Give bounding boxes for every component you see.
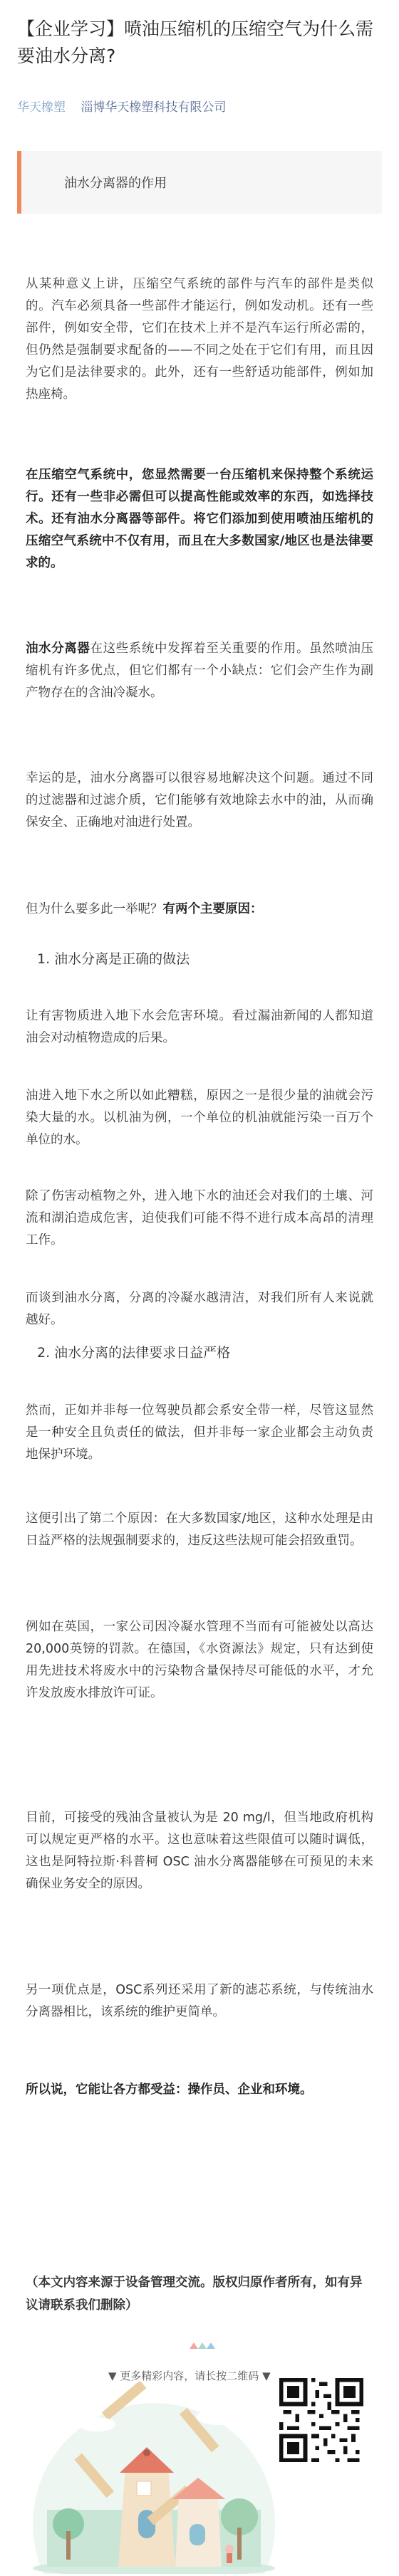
paragraph: 目前，可接受的残油含量被认为是 20 mg/l，但当地政府机构可以规定更严格的水平。这也意味着这些限值可以随时调低，这也是阿特拉斯·科普柯 OSC 油水分离器能够在可预见的未来确保业务安全的原因。 (26, 1811, 373, 1891)
article-title: 【企业学习】喷油压缩机的压缩空气为什么需要油水分离? (17, 19, 374, 66)
author-name[interactable]: 华天橡塑 (17, 100, 66, 115)
term-oil-separator: 油水分离器 (26, 642, 90, 656)
paragraph-text: 在这些系统中发挥着至关重要的作用。虽然喷油压缩机有许多优点，但它们都有一个小缺点：它们会产生作为副产物存在的含油冷凝水。 (26, 642, 374, 700)
paragraph: 让有害物质进入地下水会危害环境。看过漏油新闻的人都知道油会对动植物造成的后果。 (26, 1009, 373, 1045)
paragraph: 然而，正如并非每一位驾驶员都会系安全带一样，尽管这显然是一种安全且负责任的做法，但并非每一家企业都会主动负责地保护环境。 (26, 1403, 373, 1462)
paragraph: 除了伤害动植物之外，进入地下水的油还会对我们的土壤、河流和湖泊造成危害，迫使我们可能不得不进行成本高昂的清理工作。 (26, 1189, 373, 1247)
paragraph: 这便引出了第二个原因：在大多数国家/地区，这种水处理是由日益严格的法规强制要求的，违反这些法规可能会招致重罚。 (26, 1512, 373, 1548)
paragraph (26, 638, 373, 704)
paragraph: 幸运的是，油水分离器可以很容易地解决这个问题。通过不同的过滤器和过滤介质，它们能够有效地除去水中的油，从而确保安全、正确地对油进行处置。 (26, 771, 373, 829)
paragraph: 所以说，它能让各方都受益：操作员、企业和环境。 (26, 2083, 313, 2097)
subheading-2: 2. 油水分离的法律要求日益严格 (37, 1345, 231, 1361)
section-heading: 油水分离器的作用 (64, 176, 167, 191)
subheading-1: 1. 油水分离是正确的做法 (37, 951, 190, 967)
account-link[interactable]: 淄博华天橡塑科技有限公司 (81, 100, 227, 115)
paragraph: 从某种意义上讲，压缩空气系统的部件与汽车的部件是类似的。汽车必须具备一些部件才能运行，例如发动机。还有一些部件，例如安全带，它们在技术上并不是汽车运行所必需的，但仍然是强制要求配备的——不同之处在于它们有用，而且因为它们是法律要求的。此外，还有一些舒适功能部件，例如加热座椅。 (26, 277, 373, 402)
more-content-hint: ▼ 更多精彩内容，请长按二维码 ▼ (108, 2370, 271, 2382)
paragraph: 另一项优点是，OSC系列还采用了新的滤芯系统，与传统油水分离器相比，该系统的维护更简单。 (26, 1983, 373, 2019)
decorative-triangles-icon (188, 2341, 217, 2351)
section-heading-card (17, 151, 382, 214)
qr-code-icon[interactable] (279, 2378, 363, 2462)
paragraph-text: 但为什么要多此一举呢？ (26, 902, 163, 916)
article-meta (17, 97, 226, 115)
paragraph (26, 899, 373, 921)
paragraph: 例如在英国，一家公司因冷凝水管理不当而有可能被处以高达20,000英镑的罚款。在德国，《水资源法》规定，只有达到使用先进技术将废水中的污染物含量保持尽可能低的水平，才允许发放废水排放许可证。 (26, 1620, 373, 1700)
paragraph: 油进入地下水之所以如此糟糕，原因之一是很少量的油就会污染大量的水。以机油为例，一个单位的机油就能污染一百万个单位的水。 (26, 1089, 373, 1147)
paragraph-bold: 有两个主要原因： (162, 902, 263, 916)
paragraph: 而谈到油水分离，分离的冷凝水越清洁，对我们所有人来说就越好。 (26, 1291, 373, 1327)
copyright-notice: （本文内容来源于设备管理交流。版权归原作者所有，如有异议请联系我们删除） (26, 2276, 363, 2313)
windmill-illustration (26, 2382, 282, 2574)
paragraph: 在压缩空气系统中，您显然需要一台压缩机来保持整个系统运行。还有一些非必需但可以提高性能或效率的东西，如选择技术。还有油水分离器等部件。将它们添加到使用喷油压缩机的压缩空气系统中不仅有用，而且在大多数国家/地区也是法律要求的。 (26, 468, 373, 570)
